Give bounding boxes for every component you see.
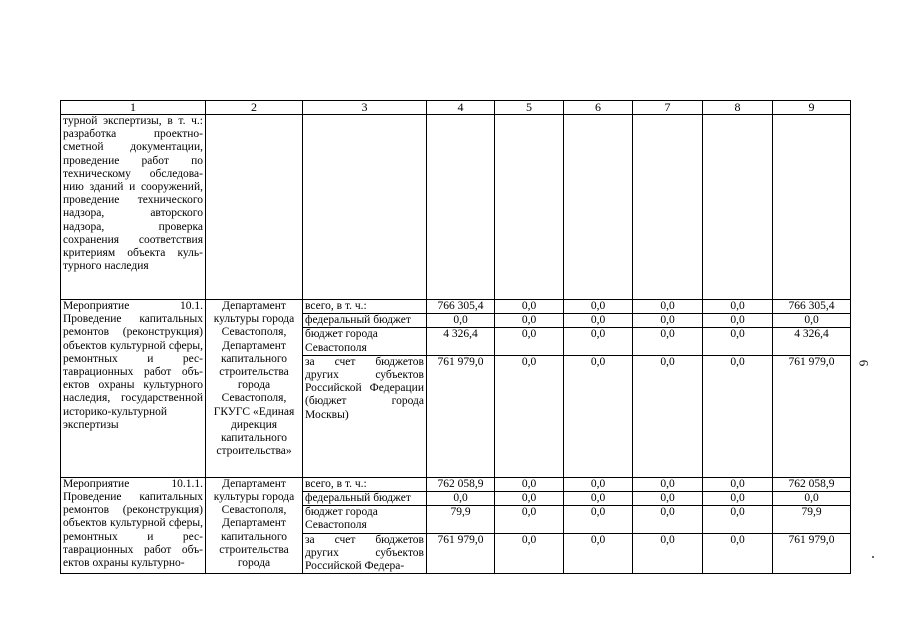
value-cell: 79,9 xyxy=(427,506,495,533)
value-cell: 0,0 xyxy=(564,506,633,533)
value-cell: 0,0 xyxy=(633,355,703,477)
value-cell: 761 979,0 xyxy=(427,355,495,477)
value-cell: 0,0 xyxy=(773,492,851,506)
empty-cell xyxy=(633,115,703,300)
header-cell: 4 xyxy=(427,101,495,115)
scan-speck xyxy=(872,556,874,558)
header-cell: 8 xyxy=(703,101,773,115)
value-cell: 0,0 xyxy=(703,328,773,355)
value-cell: 0,0 xyxy=(633,492,703,506)
value-cell: 4 326,4 xyxy=(427,328,495,355)
empty-cell xyxy=(773,115,851,300)
funding-source: федеральный бюджет xyxy=(303,492,427,506)
measure-block-10-1-1 xyxy=(61,477,851,573)
funding-source: бюджет города Севастополя xyxy=(303,328,427,355)
value-cell: 0,0 xyxy=(773,314,851,328)
header-cell: 2 xyxy=(206,101,303,115)
empty-cell xyxy=(703,115,773,300)
funding-source: всего, в т. ч.: xyxy=(303,300,427,314)
value-cell: 0,0 xyxy=(564,300,633,314)
value-cell: 0,0 xyxy=(495,355,564,477)
value-cell: 0,0 xyxy=(564,314,633,328)
value-cell: 762 058,9 xyxy=(427,477,495,491)
measure-description: Мероприятие 10.1.1. Проведение капитальных ремонтов (реконструкция) объектов культурной сферы, ремонтных и реставрационных работ объектов охраны культурно- xyxy=(61,477,206,573)
value-cell: 79,9 xyxy=(773,506,851,533)
table-row xyxy=(61,300,851,314)
header-cell: 7 xyxy=(633,101,703,115)
responsible-executor: Департамент культуры города Севастополя, Департамент капитального строительства города Севастополя, ГКУГС «Единая дирекция капитального строительства» xyxy=(206,300,303,478)
value-cell: 0,0 xyxy=(495,533,564,574)
value-cell: 0,0 xyxy=(633,533,703,574)
header-row xyxy=(61,101,851,115)
funding-source: бюджет города Севастополя xyxy=(303,506,427,533)
header-cell: 1 xyxy=(61,101,206,115)
continuation-row xyxy=(61,115,851,300)
value-cell: 0,0 xyxy=(703,477,773,491)
measure-description: Мероприятие 10.1. Проведение капитальных ремонтов (реконструкция) объектов культурной сферы, ремонтных и реставрационных работ объектов охраны культурного наследия, государственной историко-культурной экспертизы xyxy=(61,300,206,478)
header-cell: 5 xyxy=(495,101,564,115)
value-cell: 0,0 xyxy=(633,506,703,533)
value-cell: 0,0 xyxy=(495,492,564,506)
value-cell: 0,0 xyxy=(564,533,633,574)
header-cell: 3 xyxy=(303,101,427,115)
value-cell: 762 058,9 xyxy=(773,477,851,491)
value-cell: 0,0 xyxy=(564,477,633,491)
value-cell: 0,0 xyxy=(427,314,495,328)
funding-source: за счет бюджетов других субъектов Российской Федера- xyxy=(303,533,427,574)
value-cell: 0,0 xyxy=(703,492,773,506)
value-cell: 0,0 xyxy=(427,492,495,506)
value-cell: 0,0 xyxy=(495,300,564,314)
value-cell: 0,0 xyxy=(633,300,703,314)
value-cell: 0,0 xyxy=(703,355,773,477)
value-cell: 761 979,0 xyxy=(773,355,851,477)
value-cell: 0,0 xyxy=(495,314,564,328)
funding-source: за счет бюджетов других субъектов Российской Федерации (бюджет города Москвы) xyxy=(303,355,427,477)
value-cell: 0,0 xyxy=(703,533,773,574)
value-cell: 0,0 xyxy=(703,314,773,328)
value-cell: 761 979,0 xyxy=(427,533,495,574)
value-cell: 766 305,4 xyxy=(427,300,495,314)
empty-cell xyxy=(495,115,564,300)
value-cell: 0,0 xyxy=(495,328,564,355)
value-cell: 0,0 xyxy=(564,492,633,506)
header-cell: 6 xyxy=(564,101,633,115)
header-cell: 9 xyxy=(773,101,851,115)
value-cell: 0,0 xyxy=(703,300,773,314)
value-cell: 0,0 xyxy=(564,328,633,355)
continuation-description: турной экспертизы, в т. ч.: разработка проектно-сметной документации, проведение работ по техническому обследованию зданий и сооружений, проведение технического надзора, авторского надзора, проверка сохранения соответствия критериям объекта культурного наследия xyxy=(61,115,206,300)
value-cell: 0,0 xyxy=(633,328,703,355)
empty-cell xyxy=(303,115,427,300)
empty-cell xyxy=(206,115,303,300)
funding-source: федеральный бюджет xyxy=(303,314,427,328)
value-cell: 761 979,0 xyxy=(773,533,851,574)
value-cell: 4 326,4 xyxy=(773,328,851,355)
value-cell: 0,0 xyxy=(564,355,633,477)
responsible-executor: Департамент культуры города Севастополя, Департамент капитального строительства города xyxy=(206,477,303,573)
value-cell: 0,0 xyxy=(633,477,703,491)
page-number: 6 xyxy=(856,359,872,367)
table-row xyxy=(61,477,851,491)
empty-cell xyxy=(564,115,633,300)
empty-cell xyxy=(427,115,495,300)
value-cell: 0,0 xyxy=(495,477,564,491)
measure-block-10-1 xyxy=(61,300,851,478)
value-cell: 766 305,4 xyxy=(773,300,851,314)
program-table xyxy=(60,100,851,574)
value-cell: 0,0 xyxy=(495,506,564,533)
value-cell: 0,0 xyxy=(703,506,773,533)
funding-source: всего, в т. ч.: xyxy=(303,477,427,491)
value-cell: 0,0 xyxy=(633,314,703,328)
